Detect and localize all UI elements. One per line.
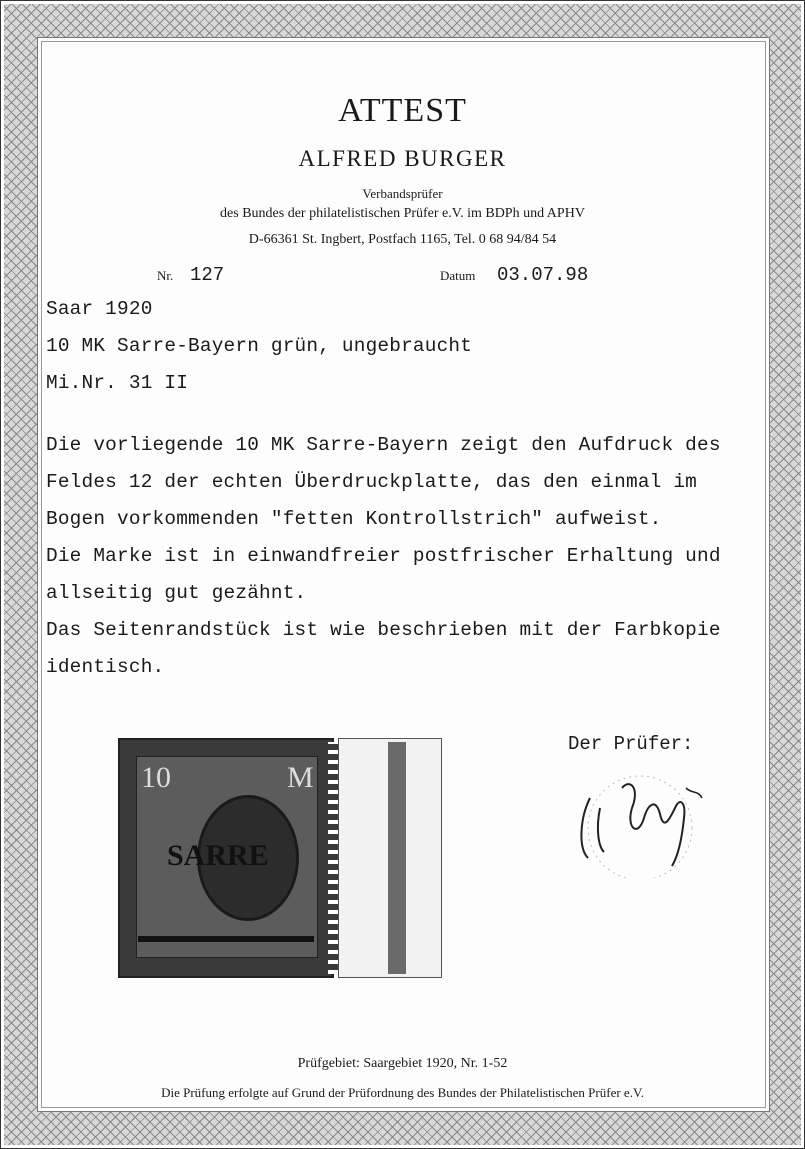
stamp-value-left: 10 [141, 761, 171, 794]
certificate-number: 127 [190, 264, 225, 286]
kontrollstrich-bar [138, 936, 314, 942]
examination-area: Prüfgebiet: Saargebiet 1920, Nr. 1-52 [297, 1056, 508, 1071]
date-label: Datum [440, 268, 476, 283]
certificate-number-label: Nr. [157, 268, 174, 283]
examination-note: Die Prüfung erfolgte auf Grund der Prüfordnung des Bundes der Philatelistischen Prüfer e.V. [161, 1085, 644, 1100]
perforation [328, 742, 338, 974]
certificate-title: ATTEST [338, 92, 467, 129]
examiner-address: D-66361 St. Ingbert, Postfach 1165, Tel. 0 68 94/84 54 [248, 232, 557, 247]
catalog-number: Mi.Nr. 31 II [46, 372, 189, 394]
stamp-value-right: M [287, 761, 314, 794]
body-line: Die Marke ist in einwandfreier postfrischer Erhaltung und [46, 545, 721, 567]
margin-control-line [388, 742, 406, 974]
body-line: identisch. [46, 656, 165, 678]
stamp-design [136, 756, 318, 958]
body-line: Das Seitenrandstück ist wie beschrieben mit der Farbkopie [46, 619, 721, 641]
examiner-signature [560, 758, 720, 878]
stamp [118, 738, 334, 978]
stamp-description: 10 MK Sarre-Bayern grün, ungebraucht [46, 335, 473, 357]
body-line: Bogen vorkommenden "fetten Kontrollstrich" aufweist. [46, 508, 662, 530]
overprint-text: SARRE [167, 839, 269, 872]
issue-line: Saar 1920 [46, 298, 153, 320]
body-line: allseitig gut gezähnt. [46, 582, 307, 604]
certificate-date: 03.07.98 [497, 264, 589, 286]
stamp-photocopy [118, 738, 442, 978]
examiner-name: ALFRED BURGER [298, 146, 507, 171]
body-line: Die vorliegende 10 MK Sarre-Bayern zeigt den Aufdruck des [46, 434, 721, 456]
signature-label: Der Prüfer: [568, 733, 694, 755]
body-line: Feldes 12 der echten Überdruckplatte, das den einmal im [46, 471, 697, 493]
examiner-role: Verbandsprüfer [362, 186, 443, 201]
examiner-association: des Bundes der philatelistischen Prüfer e.V. im BDPh und APHV [220, 206, 585, 221]
